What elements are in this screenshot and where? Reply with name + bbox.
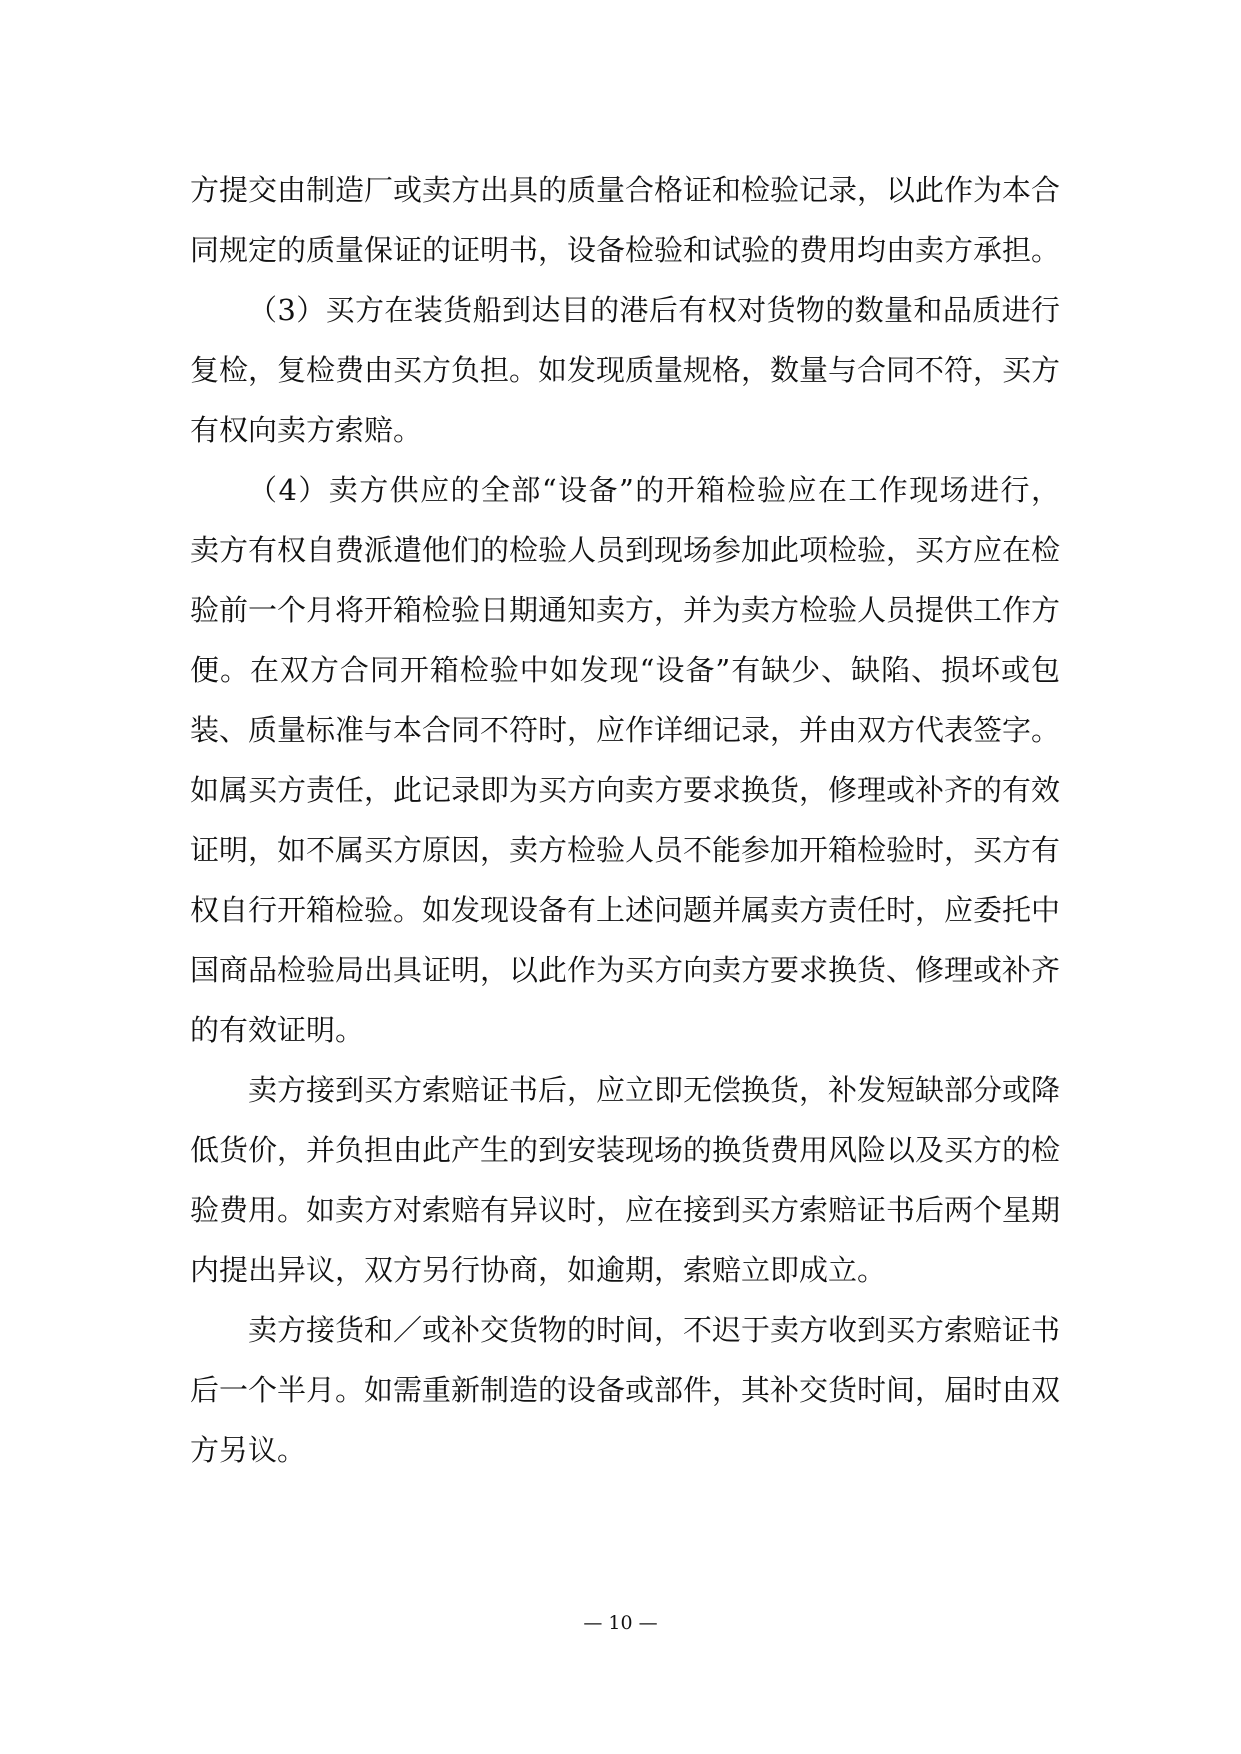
document-body — [190, 160, 1060, 1480]
text-line-16: 卖方接到买方索赔证书后，应立即无偿换货，补发短缺部分或降 — [248, 1073, 1061, 1107]
page-number: — 10 — — [583, 1612, 658, 1634]
text-line-1: 方提交由制造厂或卖方出具的质量合格证和检验记录，以此作为本合 — [190, 173, 1061, 207]
text-line-11: 如属买方责任，此记录即为买方向卖方要求换货，修理或补齐的有效 — [190, 773, 1061, 807]
text-line-5: 有权向卖方索赔。 — [190, 413, 423, 447]
text-line-20: 卖方接货和／或补交货物的时间，不迟于卖方收到买方索赔证书 — [248, 1313, 1061, 1347]
text-line-15: 的有效证明。 — [190, 1013, 365, 1047]
text-line-6: （4）卖方供应的全部“设备”的开箱检验应在工作现场进行， — [248, 473, 1060, 507]
text-line-8: 验前一个月将开箱检验日期通知卖方，并为卖方检验人员提供工作方 — [190, 593, 1061, 627]
text-line-19: 内提出异议，双方另行协商，如逾期，索赔立即成立。 — [190, 1253, 887, 1287]
text-line-22: 方另议。 — [190, 1433, 307, 1467]
text-line-18: 验费用。如卖方对索赔有异议时，应在接到买方索赔证书后两个星期 — [190, 1193, 1061, 1227]
text-line-4: 复检，复检费由买方负担。如发现质量规格，数量与合同不符，买方 — [190, 353, 1061, 387]
text-line-12: 证明，如不属买方原因，卖方检验人员不能参加开箱检验时，买方有 — [190, 833, 1061, 867]
text-line-7: 卖方有权自费派遣他们的检验人员到现场参加此项检验，买方应在检 — [190, 533, 1061, 567]
text-line-14: 国商品检验局出具证明，以此作为买方向卖方要求换货、修理或补齐 — [190, 953, 1061, 987]
text-line-17: 低货价，并负担由此产生的到安装现场的换货费用风险以及买方的检 — [190, 1133, 1061, 1167]
text-line-21: 后一个半月。如需重新制造的设备或部件，其补交货时间，届时由双 — [190, 1373, 1061, 1407]
text-line-10: 装、质量标准与本合同不符时，应作详细记录，并由双方代表签字。 — [190, 713, 1061, 747]
text-line-2: 同规定的质量保证的证明书，设备检验和试验的费用均由卖方承担。 — [190, 233, 1061, 267]
text-line-9: 便。在双方合同开箱检验中如发现“设备”有缺少、缺陷、损坏或包 — [190, 653, 1060, 687]
text-line-13: 权自行开箱检验。如发现设备有上述问题并属卖方责任时，应委托中 — [190, 893, 1061, 927]
text-line-3: （3）买方在装货船到达目的港后有权对货物的数量和品质进行 — [248, 293, 1060, 327]
